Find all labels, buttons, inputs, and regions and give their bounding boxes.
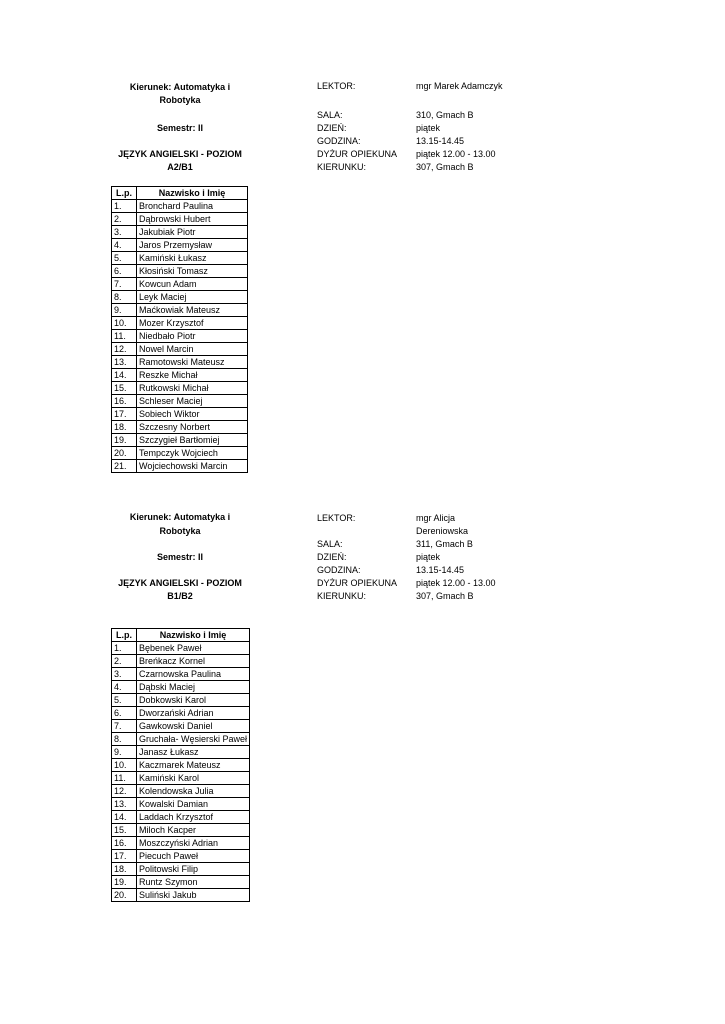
row-number: 18.	[112, 421, 137, 434]
lektor-value: mgr Marek Adamczyk	[416, 81, 503, 91]
student-name: Piecuch Paweł	[137, 850, 250, 863]
kierunek-line1: Kierunek: Automatyka i	[129, 82, 231, 92]
row-number: 20.	[112, 447, 137, 460]
table-row	[112, 408, 248, 421]
student-name: Janasz Łukasz	[137, 746, 250, 759]
student-name: Dąbrowski Hubert	[137, 213, 248, 226]
table-row	[112, 343, 248, 356]
student-name: Czarnowska Paulina	[137, 668, 250, 681]
student-name: Politowski Filip	[137, 863, 250, 876]
table-row	[112, 291, 248, 304]
student-name: Runtz Szymon	[137, 876, 250, 889]
table-row	[112, 642, 250, 655]
lektor-label: LEKTOR:	[317, 81, 356, 91]
row-number: 10.	[112, 759, 137, 772]
table-row	[112, 785, 250, 798]
kierunek-line2: Robotyka	[159, 526, 201, 536]
kierunku-label: KIERUNKU:	[317, 591, 367, 601]
student-name: Laddach Krzysztof	[137, 811, 250, 824]
student-name: Kolendowska Julia	[137, 785, 250, 798]
table-row	[112, 434, 248, 447]
row-number: 16.	[112, 395, 137, 408]
table-row	[112, 837, 250, 850]
semestr: Semestr: II	[156, 123, 204, 133]
poziom-line2: A2/B1	[167, 162, 193, 172]
student-name: Niedbało Piotr	[137, 330, 248, 343]
table-row	[112, 265, 248, 278]
table-row	[112, 213, 248, 226]
row-number: 11.	[112, 330, 137, 343]
student-name: Suliński Jakub	[137, 889, 250, 902]
row-number: 17.	[112, 850, 137, 863]
table-header-row	[112, 629, 250, 642]
table-row	[112, 330, 248, 343]
row-number: 18.	[112, 863, 137, 876]
row-number: 12.	[112, 343, 137, 356]
student-name: Wojciechowski Marcin	[137, 460, 248, 473]
row-number: 7.	[112, 278, 137, 291]
row-number: 5.	[112, 252, 137, 265]
student-name: Kowalski Damian	[137, 798, 250, 811]
student-name: Gawkowski Daniel	[137, 720, 250, 733]
row-number: 15.	[112, 824, 137, 837]
name-header: Nazwisko i Imię	[137, 629, 250, 642]
row-number: 1.	[112, 642, 137, 655]
kierunek-line1: Kierunek: Automatyka i	[129, 512, 231, 522]
student-name: Kamiński Karol	[137, 772, 250, 785]
row-number: 9.	[112, 304, 137, 317]
table-row	[112, 681, 250, 694]
row-number: 13.	[112, 356, 137, 369]
row-number: 15.	[112, 382, 137, 395]
row-number: 12.	[112, 785, 137, 798]
student-name: Moszczyński Adrian	[137, 837, 250, 850]
row-number: 4.	[112, 681, 137, 694]
table-row	[112, 863, 250, 876]
student-name: Kaczmarek Mateusz	[137, 759, 250, 772]
name-header: Nazwisko i Imię	[137, 187, 248, 200]
table-row	[112, 304, 248, 317]
student-name: Schleser Maciej	[137, 395, 248, 408]
row-number: 3.	[112, 668, 137, 681]
kierunku-value: 307, Gmach B	[416, 162, 474, 172]
row-number: 5.	[112, 694, 137, 707]
poziom-line2: B1/B2	[167, 591, 193, 601]
student-name: Leyk Maciej	[137, 291, 248, 304]
lektor-label: LEKTOR:	[317, 513, 356, 523]
table-row	[112, 668, 250, 681]
row-number: 21.	[112, 460, 137, 473]
student-name: Dworzański Adrian	[137, 707, 250, 720]
student-name: Szczygieł Bartłomiej	[137, 434, 248, 447]
table-row	[112, 447, 248, 460]
godzina-label: GODZINA:	[317, 136, 361, 146]
table-row	[112, 226, 248, 239]
godzina-label: GODZINA:	[317, 565, 361, 575]
poziom-line1: JĘZYK ANGIELSKI - POZIOM	[118, 578, 242, 588]
student-name: Ramotowski Mateusz	[137, 356, 248, 369]
kierunek-line2: Robotyka	[159, 95, 201, 105]
dzien-value: piątek	[416, 552, 441, 562]
godzina-value: 13.15-14.45	[416, 136, 465, 146]
student-name: Dąbski Maciej	[137, 681, 250, 694]
row-number: 17.	[112, 408, 137, 421]
table-row	[112, 239, 248, 252]
student-name: Miloch Kacper	[137, 824, 250, 837]
row-number: 1.	[112, 200, 137, 213]
dzien-label: DZIEŃ:	[317, 123, 347, 133]
sala-label: SALA:	[317, 110, 343, 120]
row-number: 2.	[112, 655, 137, 668]
dyzur-value: piątek 12.00 - 13.00	[416, 149, 496, 159]
row-number: 7.	[112, 720, 137, 733]
table-row	[112, 460, 248, 473]
table-row	[112, 252, 248, 265]
lektor-value-line2: Dereniowska	[416, 526, 469, 536]
row-number: 3.	[112, 226, 137, 239]
row-number: 4.	[112, 239, 137, 252]
table-row	[112, 694, 250, 707]
student-name: Kłosiński Tomasz	[137, 265, 248, 278]
dzien-label: DZIEŃ:	[317, 552, 347, 562]
row-number: 9.	[112, 746, 137, 759]
student-name: Kowcun Adam	[137, 278, 248, 291]
dzien-value: piątek	[416, 123, 441, 133]
row-number: 6.	[112, 265, 137, 278]
table-row	[112, 889, 250, 902]
lp-header: L.p.	[112, 187, 137, 200]
student-name: Szczesny Norbert	[137, 421, 248, 434]
row-number: 6.	[112, 707, 137, 720]
student-name: Tempczyk Wojciech	[137, 447, 248, 460]
student-name: Dobkowski Karol	[137, 694, 250, 707]
table-row	[112, 707, 250, 720]
dyzur-value: piątek 12.00 - 13.00	[416, 578, 496, 588]
student-name: Jakubiak Piotr	[137, 226, 248, 239]
table-row	[112, 876, 250, 889]
row-number: 14.	[112, 811, 137, 824]
table-row	[112, 746, 250, 759]
table-row	[112, 772, 250, 785]
dyzur-label: DYŻUR OPIEKUNA	[317, 149, 398, 159]
student-name: Nowel Marcin	[137, 343, 248, 356]
kierunku-value: 307, Gmach B	[416, 591, 474, 601]
table-row	[112, 811, 250, 824]
sala-label: SALA:	[317, 539, 343, 549]
semestr: Semestr: II	[156, 552, 204, 562]
row-number: 11.	[112, 772, 137, 785]
lektor-value-line1: mgr Alicja	[416, 513, 456, 523]
student-name: Sobiech Wiktor	[137, 408, 248, 421]
student-name: Maćkowiak Mateusz	[137, 304, 248, 317]
table-row	[112, 720, 250, 733]
student-name: Rutkowski Michał	[137, 382, 248, 395]
sala-value: 311, Gmach B	[416, 539, 473, 549]
table-header-row	[112, 187, 248, 200]
table-row	[112, 200, 248, 213]
student-table-a2-b1	[111, 186, 248, 473]
row-number: 16.	[112, 837, 137, 850]
kierunku-label: KIERUNKU:	[317, 162, 367, 172]
row-number: 8.	[112, 291, 137, 304]
dyzur-label: DYŻUR OPIEKUNA	[317, 578, 398, 588]
table-row	[112, 278, 248, 291]
table-row	[112, 733, 250, 746]
poziom-line1: JĘZYK ANGIELSKI - POZIOM	[118, 149, 242, 159]
row-number: 8.	[112, 733, 137, 746]
table-row	[112, 317, 248, 330]
table-row	[112, 798, 250, 811]
table-row	[112, 850, 250, 863]
student-name: Bronchard Paulina	[137, 200, 248, 213]
table-row	[112, 382, 248, 395]
godzina-value: 13.15-14.45	[416, 565, 465, 575]
student-table-b1-b2	[111, 628, 250, 902]
student-name: Gruchała- Węsierski Paweł	[137, 733, 250, 746]
row-number: 19.	[112, 876, 137, 889]
lp-header: L.p.	[112, 629, 137, 642]
row-number: 2.	[112, 213, 137, 226]
row-number: 13.	[112, 798, 137, 811]
row-number: 10.	[112, 317, 137, 330]
table-row	[112, 369, 248, 382]
table-row	[112, 824, 250, 837]
student-name: Mozer Krzysztof	[137, 317, 248, 330]
student-name: Breńkacz Kornel	[137, 655, 250, 668]
student-name: Reszke Michał	[137, 369, 248, 382]
table-row	[112, 655, 250, 668]
row-number: 20.	[112, 889, 137, 902]
row-number: 14.	[112, 369, 137, 382]
table-row	[112, 421, 248, 434]
table-row	[112, 395, 248, 408]
table-row	[112, 759, 250, 772]
student-name: Jaros Przemysław	[137, 239, 248, 252]
student-name: Kamiński Łukasz	[137, 252, 248, 265]
student-name: Bębenek Paweł	[137, 642, 250, 655]
table-row	[112, 356, 248, 369]
sala-value: 310, Gmach B	[416, 110, 474, 120]
row-number: 19.	[112, 434, 137, 447]
